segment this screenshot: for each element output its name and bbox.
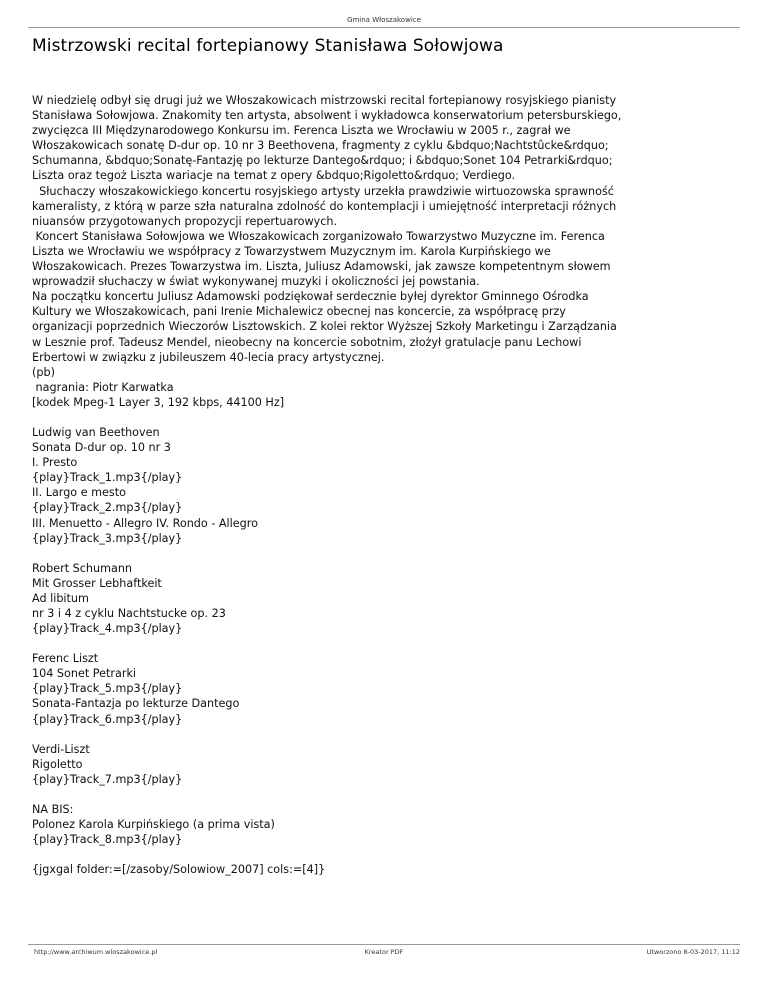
program-line: Ad libitum [32,591,89,605]
program-line: III. Menuetto - Allegro IV. Rondo - Allegro [32,516,258,530]
article-body [32,93,742,877]
paragraph-line: [kodek Mpeg-1 Layer 3, 192 kbps, 44100 Hz] [32,395,285,409]
program-line: Rigoletto [32,757,83,771]
footer-url: http://www.archiwum.wloszakowice.pl [34,948,158,956]
paragraph-line: kameralisty, z którą w parze szła naturalna zdolność do kontemplacji i umiejętność interpretacji różnych [32,199,617,213]
paragraph-line: Schumanna, &bdquo;Sonatę-Fantazję po lekturze Dantego&rdquo; i &bdquo;Sonet 104 Petrarki&rdquo; [32,154,613,168]
program-line: {jgxgal folder:=[/zasoby/Solowiow_2007] cols:=[4]} [32,863,326,877]
block-spacer [32,847,742,862]
paragraph-line: Włoszakowicach sonatę D-dur op. 10 nr 3 Beethovena, fragmenty z cyklu &bdquo;Nachtstûcke&rdquo; [32,139,609,153]
block-spacer [32,727,742,742]
paragraph-line: niuansów przygotowanych propozycji repertuarowych. [32,214,338,228]
block-spacer [32,546,742,561]
program-block [32,561,742,636]
paragraph-line: w Lesznie prof. Tadeusz Mendel, nieobecny na koncercie sobotnim, złożył gratulacje panu Lechowi [32,335,582,349]
paragraph-line: Koncert Stanisława Sołowjowa we Włoszakowicach zorganizowało Towarzystwo Muzyczne im. Ferenca [32,229,605,243]
program-block [32,742,742,787]
program-line: II. Largo e mesto [32,486,126,500]
program-block [32,651,742,726]
program-list [32,410,742,877]
page-header: Gmina Włoszakowice [347,16,421,24]
program-line: I. Presto [32,456,78,470]
paragraph-line: Stanisława Sołowjowa. Znakomity ten artysta, absolwent i wykładowca konserwatorium petersburskiego, [32,109,622,123]
program-block [32,862,742,877]
footer-divider [28,944,740,945]
paragraph-line: Słuchaczy włoszakowickiego koncertu rosyjskiego artysty urzekła prawdziwie wirtuozowska sprawność [32,184,614,198]
paragraph-line: Liszta oraz tegoż Liszta wariacje na temat z opery &bdquo;Rigoletto&rdquo; Verdiego. [32,169,516,183]
program-line: NA BIS: [32,802,74,816]
paragraph-line: organizacji poprzednich Wieczorów Lisztowskich. Z kolei rektor Wyższej Szkoły Marketingu i Zarządzania [32,320,617,334]
program-line: Sonata D-dur op. 10 nr 3 [32,441,171,455]
program-line: Sonata-Fantazja po lekturze Dantego [32,697,240,711]
paragraph-line: zwycięzca III Międzynarodowego Konkursu im. Ferenca Liszta we Wrocławiu w 2005 r., zagrał we [32,124,571,138]
program-line: {play}Track_4.mp3{/play} [32,622,183,636]
paragraph-line: Na początku koncertu Juliusz Adamowski podziękował serdecznie byłej dyrektor Gminnego Ośrodka [32,290,589,304]
program-line: {play}Track_5.mp3{/play} [32,682,183,696]
program-line: nr 3 i 4 z cyklu Nachtstucke op. 23 [32,607,226,620]
program-line: Ferenc Liszt [32,652,99,666]
block-spacer [32,636,742,651]
program-line: {play}Track_1.mp3{/play} [32,471,183,485]
program-line: Polonez Karola Kurpińskiego (a prima vista) [32,818,275,832]
header-divider [28,27,740,28]
program-line: {play}Track_2.mp3{/play} [32,501,183,515]
footer-generator: Kreator PDF [364,948,404,956]
program-line: 104 Sonet Petrarki [32,667,137,681]
article-paragraph [32,93,742,410]
program-line: {play}Track_7.mp3{/play} [32,772,183,786]
paragraph-line: Erbertowi w związku z jubileuszem 40-lecia pracy artystycznej. [32,350,385,364]
program-line: {play}Track_6.mp3{/play} [32,712,183,726]
article-title: Mistrzowski recital fortepianowy Stanisława Sołowjowa [32,36,504,56]
program-line: {play}Track_3.mp3{/play} [32,531,183,545]
paragraph-line: Liszta we Wrocławiu we współpracy z Towarzystwem Muzycznym im. Karola Kurpińskiego we [32,244,551,258]
program-line: Mit Grosser Lebhaftkeit [32,576,162,590]
program-block [32,802,742,847]
paragraph-line: Włoszakowicach. Prezes Towarzystwa im. Liszta, Juliusz Adamowski, jak zawsze kompetentnym słowem [32,260,611,274]
footer-created-date: Utworzono 8-03-2017, 11:12 [646,948,740,956]
paragraph-line: wprowadził słuchaczy w świat wykonywanej muzyki i okoliczności jej powstania. [32,275,480,289]
program-line: Robert Schumann [32,561,133,575]
paragraph-line: (pb) [32,365,55,379]
block-spacer [32,410,742,425]
paragraph-line: nagrania: Piotr Karwatka [32,380,174,394]
program-line: Verdi-Liszt [32,742,90,756]
block-spacer [32,787,742,802]
paragraph-line: Kultury we Włoszakowicach, pani Irenie Michalewicz obecnej nas koncercie, za współpracę przy [32,305,566,319]
paragraph-line: W niedzielę odbył się drugi już we Włoszakowicach mistrzowski recital fortepianowy rosyjskiego pianisty [32,94,617,107]
program-line: {play}Track_8.mp3{/play} [32,833,183,847]
program-block [32,425,742,546]
program-line: Ludwig van Beethoven [32,425,160,439]
